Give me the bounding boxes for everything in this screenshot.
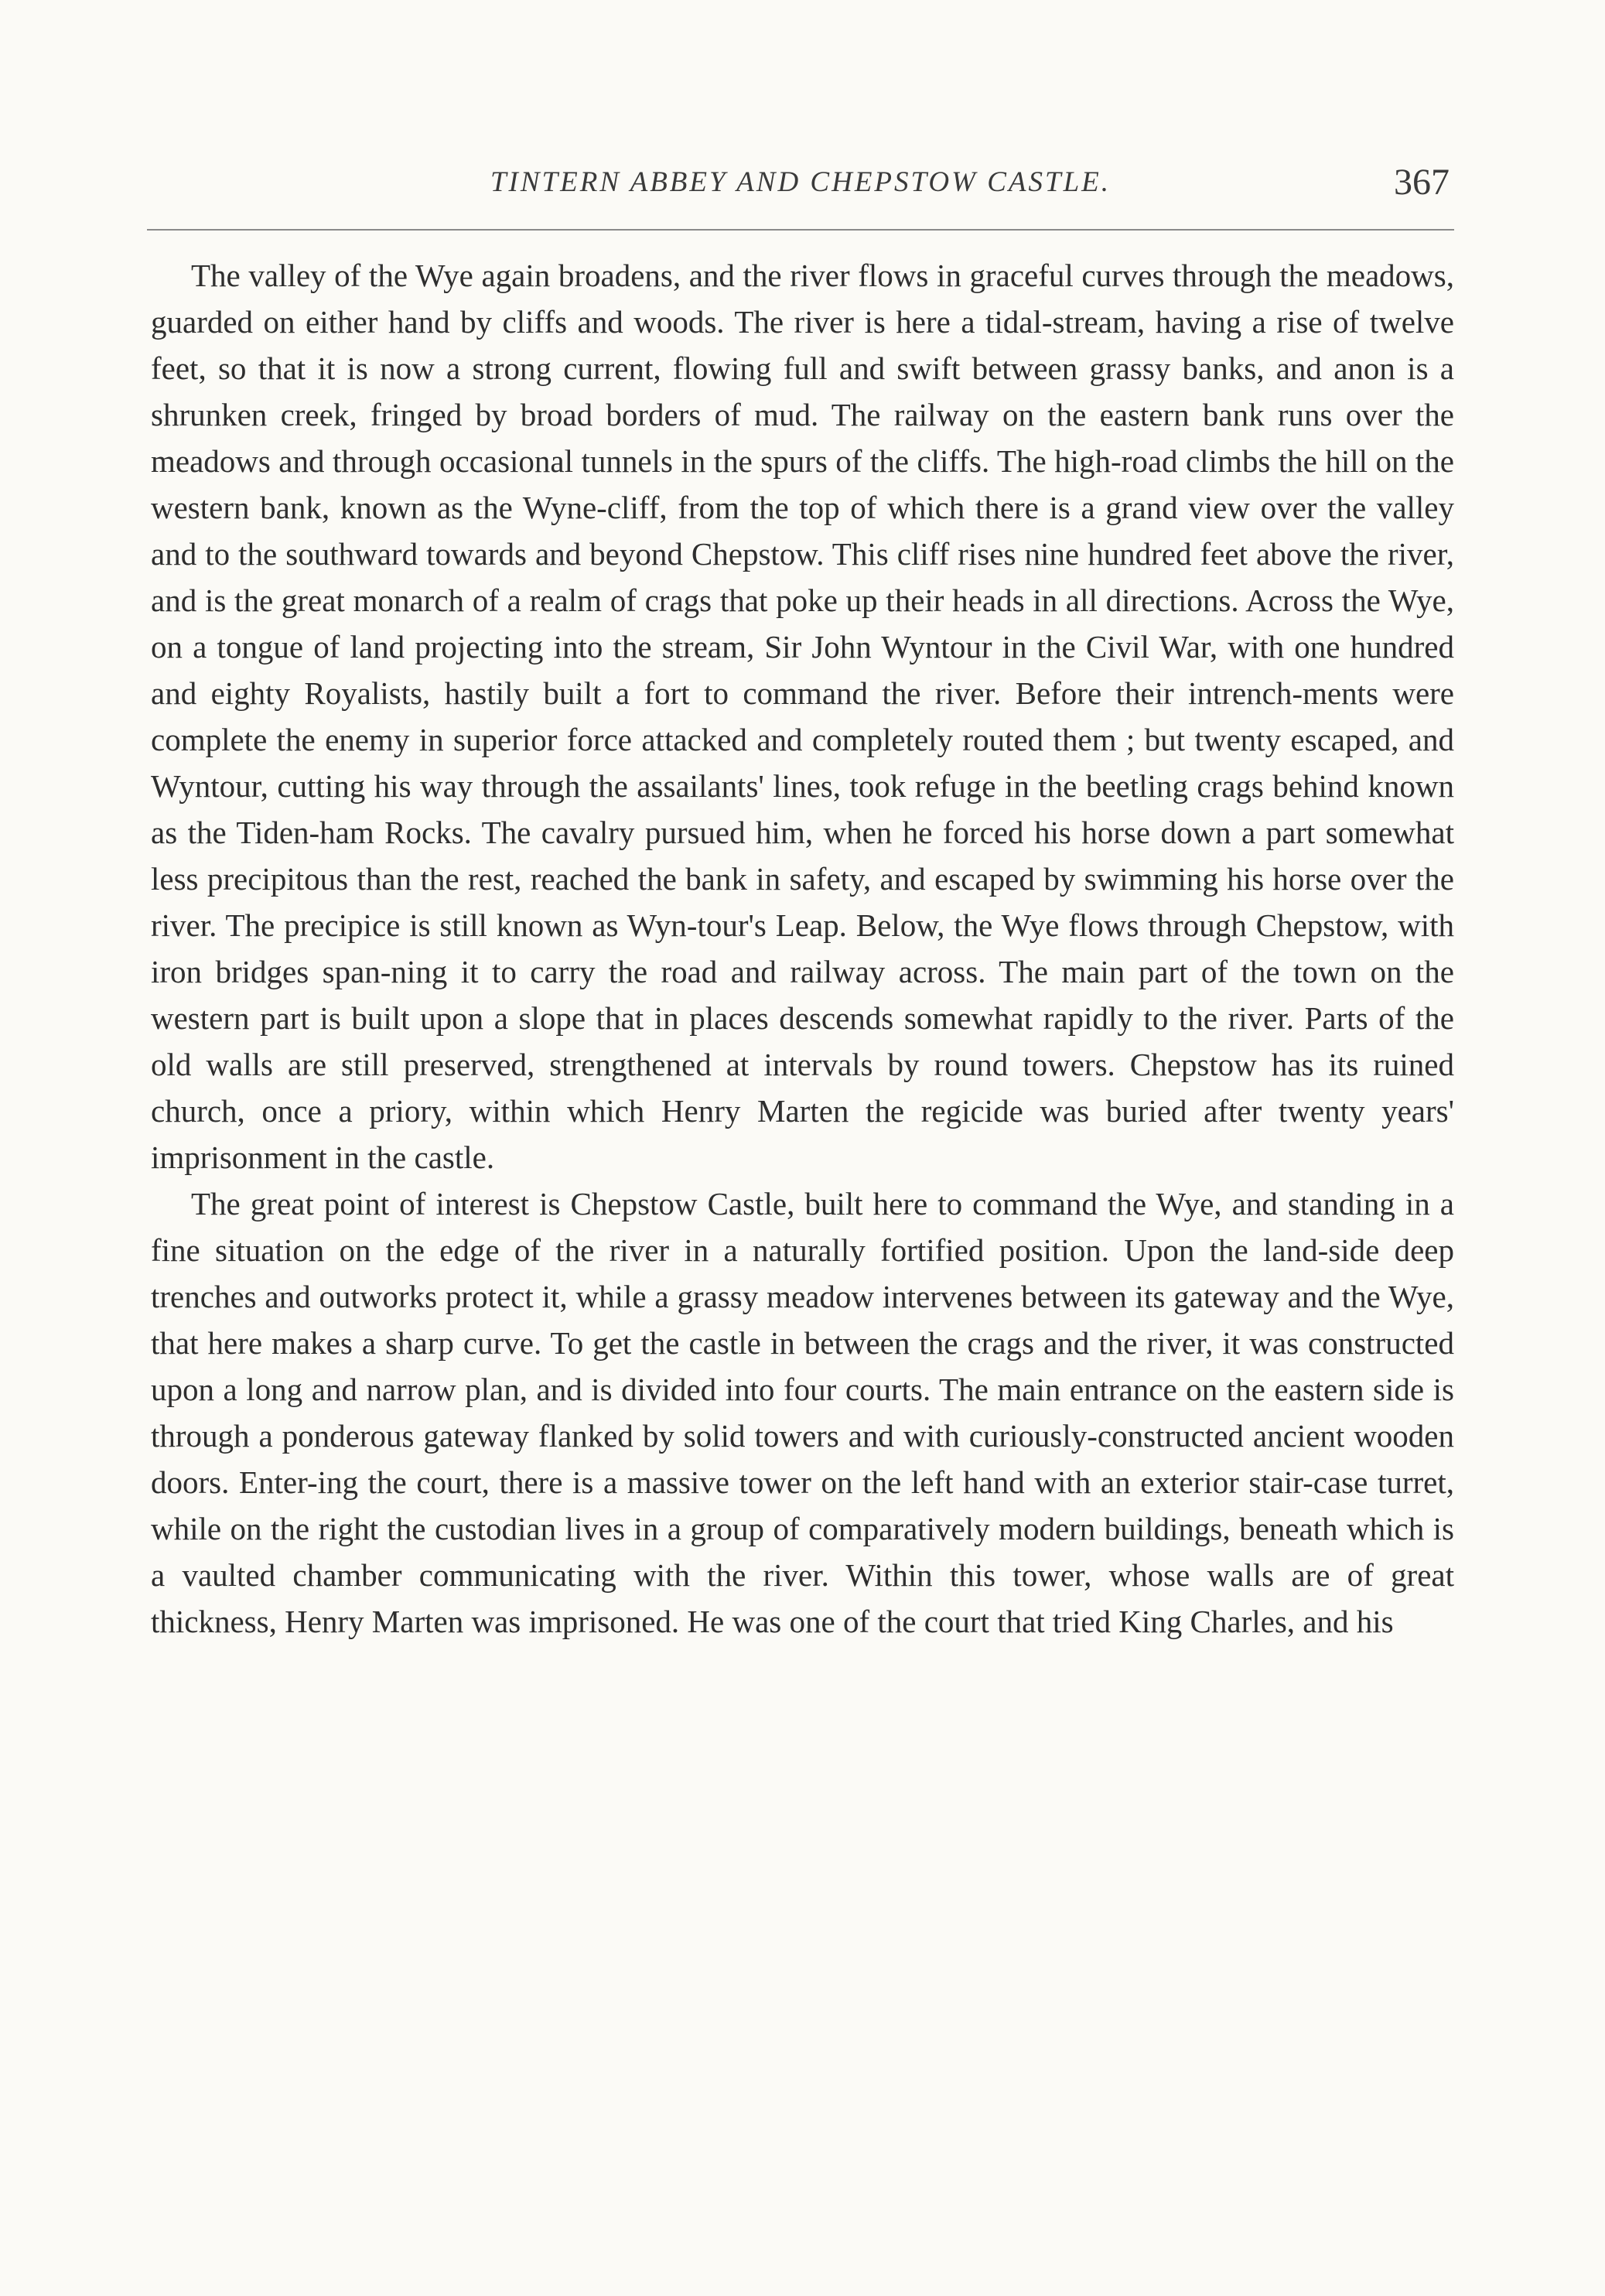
paragraph-1: The valley of the Wye again broadens, and the river flows in graceful curves through the meadows, guarded on either hand by cliffs and woods. The river is here a tidal-stream, having a rise of twelve feet, so that it is now a strong current, flowing full and swift between grassy banks, and anon is a shrunken creek, fringed by broad borders of mud. The railway on the eastern bank runs over the meadows and through occasional tunnels in the spurs of the cliffs. The high-road climbs the hill on the western bank, known as the Wyne-cliff, from the top of which there is a grand view over the valley and to the southward towards and beyond Chepstow. This cliff rises nine hundred feet above the river, and is the great monarch of a realm of crags that poke up their heads in all directions. Across the Wye, on a tongue of land projecting into the stream, Sir John Wyntour in the Civil War, with one hundred and eighty Royalists, hastily built a fort to command the river. Before their intrench-ments were complete the enemy in superior force attacked and completely routed them ; but twenty escaped, and Wyntour, cutting his way through the assailants' lines, took refuge in the beetling crags behind known as the Tiden-ham Rocks. The cavalry pursued him, when he forced his horse down a part somewhat less precipitous than the rest, reached the bank in safety, and escaped by swimming his horse over the river. The precipice is still known as Wyn-tour's Leap. Below, the Wye flows through Chepstow, with iron bridges span-ning it to carry the road and railway across. The main part of the town on the western part is built upon a slope that in places descends somewhat rapidly to the river. Parts of the old walls are still preserved, strengthened at intervals by round towers. Chepstow has its ruined church, once a priory, within which Henry Marten the regicide was buried after twenty years' imprisonment in the castle. bbox=[151, 258, 1454, 1175]
running-head bbox=[147, 161, 1454, 215]
body-text bbox=[151, 252, 1454, 1645]
page-number: 367 bbox=[1394, 162, 1450, 203]
running-title: TINTERN ABBEY AND CHEPSTOW CASTLE. bbox=[490, 166, 1112, 198]
paragraph-2: The great point of interest is Chepstow Castle, built here to command the Wye, and standing in a fine situation on the edge of the river in a naturally fortified position. Upon the land-side deep trenches and outworks protect it, while a grassy meadow intervenes between its gateway and the Wye, that here makes a sharp curve. To get the castle in between the crags and the river, it was constructed upon a long and narrow plan, and is divided into four courts. The main entrance on the eastern side is through a ponderous gateway flanked by solid towers and with curiously-constructed ancient wooden doors. Enter-ing the court, there is a massive tower on the left hand with an exterior stair-case turret, while on the right the custodian lives in a group of comparatively modern buildings, beneath which is a vaulted chamber communicating with the river. Within this tower, whose walls are of great thickness, Henry Marten was imprisoned. He was one of the court that tried King Charles, and his bbox=[151, 1186, 1454, 1639]
header-rule bbox=[147, 229, 1454, 231]
